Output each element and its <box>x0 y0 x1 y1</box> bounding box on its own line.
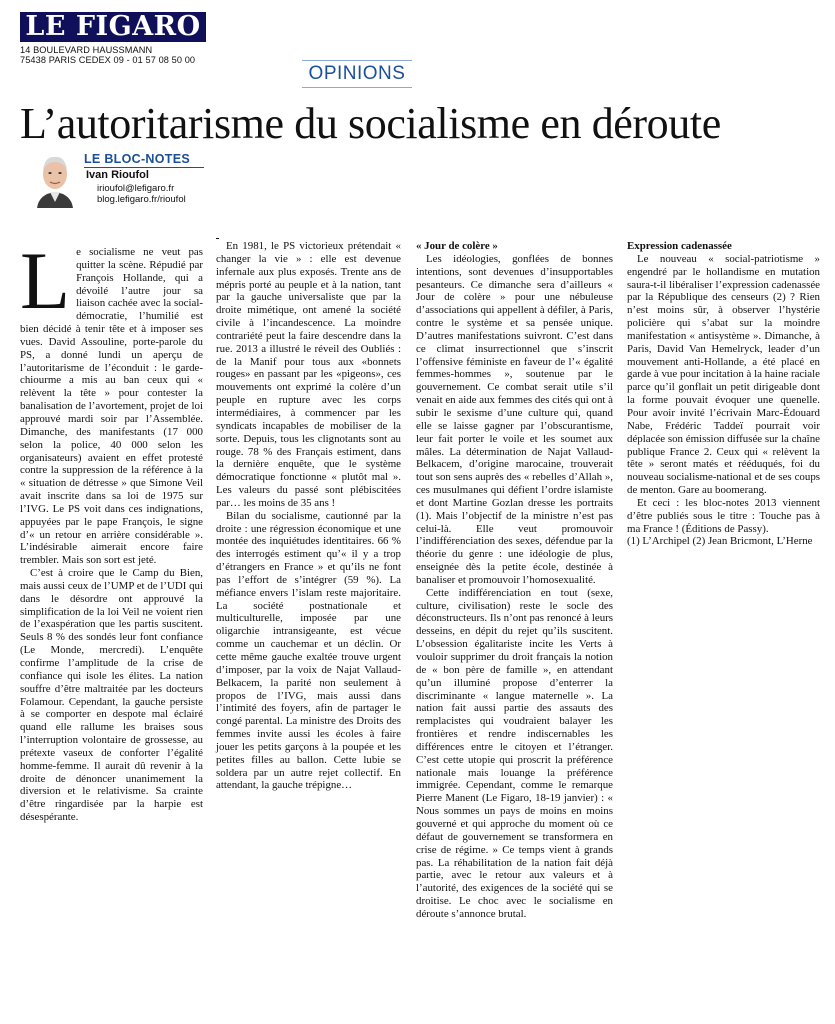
author-contact <box>97 183 186 205</box>
article-headline: L’autoritarisme du socialisme en déroute <box>20 99 721 148</box>
paragraph: Bilan du socialisme, cautionné par la droite : une régression économique et une montée des inquiétudes identitaires. 66 % des interrogés estiment qu’« il y a trop d’étrangers en France » et qu’ils ne font pas l’effort de s’intégrer (59 %). La méfiance envers l’islam reste majoritaire. La société postnationale et multiculturelle, imposée par une oligarchie intransigeante, est vécue comme un cauchemar et un déclin. Or cette même gauche exaltée trouve urgent d’imposer, par la voix de Najat Vallaud-Belkacem, la parité non seulement à propos de l’IVG, mais aussi dans l’intimité des foyers, afin de partager le congé parental. La ministre des Droits des femmes invite aussi les écoles à faire jouer les petits garçons à la poupée et les petites filles au ballon. Cette lubie se soldera par un autre rejet collectif. En attendant, la gauche trépigne… <box>216 509 401 792</box>
footnotes: (1) L’Archipel (2) Jean Bricmont, L’Herne <box>627 535 813 548</box>
article-column-3 <box>416 240 613 921</box>
section-label: OPINIONS <box>302 60 412 88</box>
paragraph: Cette indifférenciation en tout (sexe, culture, civilisation) reste le socle des déconstructeurs. Ils n’ont pas renoncé à leurs desseins, en dépit du rejet qu’ils suscitent. L’obsession égalitariste incite les Verts à vouloir supprimer du droit français la notion de « bon père de famille », en attendant qu’un illuminé propose d’enterrer la discriminante « langue maternelle ». La nation fait aussi partie des assauts des remplacistes qui voudraient balayer les frontières et rendre indiscernables les différences entre le citoyen et l’étranger. C’est cette utopie qui proscrit la préférence nationale mais louange la préférence immigrée. Cependant, comme le remarque Pierre Manent (Le Figaro, 18-19 janvier) : « Nous sommes un pays de moins en moins gouverné et qui approche du moment où ce défaut de gouvernement se transformera en crise de régime. » Ce temps vient à grands pas. La réhabilitation de la nation fait déjà partie, avec le retour aux valeurs et à l’autorité, des exigences de la société qui se droitise. Le choc avec le socialisme en déroute s’annonce brutal. <box>416 586 613 920</box>
author-portrait <box>33 148 77 208</box>
article-column-4 <box>627 240 820 548</box>
newspaper-address <box>20 45 195 65</box>
author-email[interactable]: irioufol@lefigaro.fr <box>97 183 175 194</box>
article-column-2 <box>216 240 401 792</box>
address-line-1: 14 BOULEVARD HAUSSMANN <box>20 45 153 55</box>
paragraph: Le nouveau « social-patriotisme » engendré par le hollandisme en mutation saura-t-il libéraliser l’expression cadenassée par la République des censeurs (2) ? Rien n’est moins sûr, à observer l’hystérie policière qui s’abat sur la moindre manifestation « antisystème ». Dimanche, à Paris, David Van Hemelryck, leader d’un mouvement anti-Hollande, a été placé en garde à vue pour incitation à la haine raciale parce qu’il gonflait un petit dirigeable dont la forme pouvait évoquer une quenelle. Pour avoir invité l’écrivain Marc-Édouard Nabe, Frédéric Taddeï pourrait voir déplacée son émission diffusée sur la chaîne publique France 2. Ceux qui « relèvent la tête » seront matés et rééduqués, foi du nouveau socialisme-national et de ses coups de menton. Gare au boomerang. <box>627 252 820 497</box>
paragraph: Les idéologies, gonflées de bonnes intentions, sont devenues d’insupportables pesanteurs. Ce dimanche sera d’ailleurs « Jour de colère » pour une nébuleuse d’associations qui appellent à défiler, à Paris, contre le système et sa pensée unique. D’autres manifestations suivront. C’est dans ce climat insurrectionnel que s’inscrit l’offensive féministe en faveur de l’« égalité femmes-hommes », soutenue par le gouvernement. Ce combat serait utile s’il venait en aide aux femmes des cités qui ont à subir le sexisme d’une culture qui, quand elle se laisse gagner par l’obscurantisme, leur fait porter le voile et les soumet aux mâles. La détermination de Najat Vallaud-Belkacem, d’origine marocaine, trouverait tout son sens auprès des « rebelles d’Allah », ces musulmanes qui défient l’ordre islamiste et dont Martine Gozlan dresse les portraits (1). Mais l’objectif de la ministre n’est pas celui-là. Elle veut promouvoir l’indifférenciation des sexes, défendue par la théorie du genre : une idéologie de plus, enseignée dès la petite école, destinée à banaliser et promouvoir l’homosexualité. <box>416 252 613 586</box>
paragraph: Et ceci : les bloc-notes 2013 viennent d’être publiés sous le titre : Touche pas à ma France ! (Éditions de Passy). <box>627 496 820 535</box>
author-name: Ivan Rioufol <box>86 169 149 181</box>
author-blog-link[interactable]: blog.lefigaro.fr/rioufol <box>97 194 186 205</box>
drop-cap: L <box>20 235 71 326</box>
article-column-1 <box>20 235 203 824</box>
paragraph: En 1981, le PS victorieux prétendait « changer la vie » : elle est devenue infernale aux plus exposés. Trente ans de mépris porté au peuple et à la nation, tant par la gauche universaliste que par la droite mimétique, ont amené la société civile à l’incandescence. La moindre contrariété peut la faire descendre dans la rue. 2013 a illustré le réveil des Oubliés : de la Manif pour tous aux «bonnets rouges» en passant par les «pigeons», ces mouvements ont exprimé la colère d’un peuple en rupture avec les corps intermédiaires, à commencer par les syndicats incapables de mobiliser de la sorte. Depuis, tous les clignotants sont au rouge. 78 % des Français estiment, dans la dernière enquête, que le système démocratique fonctionne « plutôt mal ». Les valeurs du passé sont plébiscitées par… les moins de 35 ans ! <box>216 240 401 509</box>
column-name: LE BLOC-NOTES <box>84 152 204 168</box>
newspaper-logo: LE FIGARO <box>20 12 206 42</box>
paragraph: C’est à croire que le Camp du Bien, mais aussi ceux de l’UMP et de l’UDI qui dans le désordre ont approuvé la simplification de la loi Veil ne voient rien de l’exaspération que les partis suscitent. Seuls 8 % des sondés leur font confiance (Le Monde, mercredi). L’enquête confirme l’amplitude de la crise de confiance qui isole les élites. La nation souffre d’être maltraitée par les docteurs Folamour. Cependant, la gauche persiste à se comporter en despote mal éclairé quand elle rallume les braises sous l’interruption volontaire de grossesse, au prétexte vaseux de conforter l’égalité homme-femme. Il aurait dû revenir à la droite de dénoncer unanimement la diversion et le relativisme. Sa crainte d’être ringardisée par la harpie est désespérante. <box>20 567 203 824</box>
column-rule <box>216 238 219 239</box>
subheading: « Jour de colère » <box>416 240 498 252</box>
subheading: Expression cadenassée <box>627 240 732 252</box>
address-line-2: 75438 PARIS CEDEX 09 - 01 57 08 50 00 <box>20 55 196 65</box>
paragraph: e socialisme ne veut pas quitter la scène. Répudié par François Hollande, qui a dévoilé l’autre jour sa liaison cachée avec la social-démocratie, l’humilié est bien décidé à tenir tête et à imposer ses vues. David Assouline, porte-parole du PS, a donné lundi un aperçu de l’autoritarisme de l’éconduit : le garde-chiourme a mis au ban ceux qui « relèvent la tête » pour contester la banalisation de l’avortement, projet de loi approuvé mardi soir par l’Assemblée. Dimanche, des manifestants (17 000 selon la police, 40 000 selon les organisateurs) avaient en effet protesté contre la suppression de la référence à la « situation de détresse » que Simone Veil avait inscrite dans sa loi de 1975 sur l’IVG. Le PS voit dans ces indignations, appuyées par le pape François, le signe d’« un retour en arrière considérable ». L’indésirable aimerait encore faire trembler. Mais son sort est jeté. <box>20 246 203 567</box>
byline-block <box>20 146 205 214</box>
